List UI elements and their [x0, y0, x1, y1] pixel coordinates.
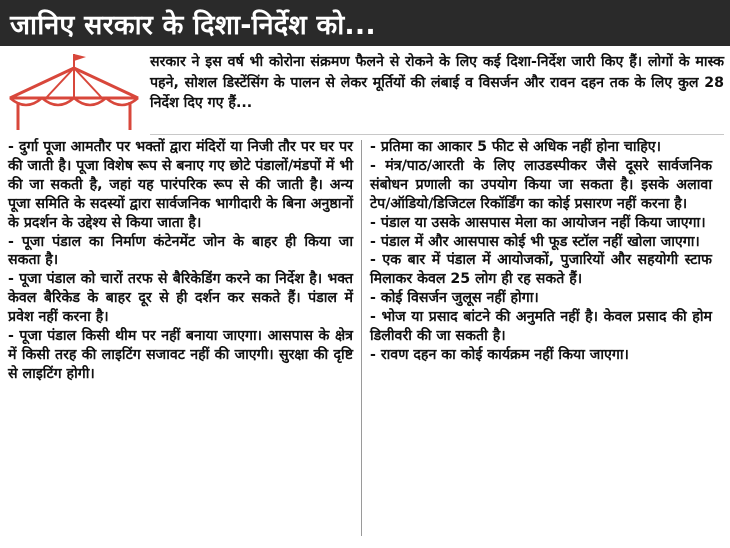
guideline-item: - पंडाल में और आसपास कोई भी फूड स्टॉल नहीं खोला जाएगा।: [370, 233, 700, 250]
headline-bar: [0, 0, 730, 46]
guideline-item: - मंत्र/पाठ/आरती के लिए लाउडस्पीकर जैसे दूसरे सार्वजनिक संबोधन प्रणाली का उपयोग किया जा सकता है। इसके अलावा टेप/ऑडियो/डिजिटल रिकॉर्डिंग का कोई प्रसारण नहीं करना है।: [370, 157, 712, 212]
guideline-item: - प्रतिमा का आकार 5 फीट से अधिक नहीं होना चाहिए।: [370, 139, 662, 155]
headline-title: जानिए सरकार के दिशा-निर्देश को...: [10, 9, 376, 41]
guideline-item: - पूजा पंडाल का निर्माण कंटेनमेंट जोन के बाहर ही किया जा सकता है।: [8, 233, 353, 269]
guideline-item: - पूजा पंडाल किसी थीम पर नहीं बनाया जाएगा। आसपास के क्षेत्र में किसी तरह की लाइटिंग सजावट नहीं की जाएगी। सुरक्षा की दृष्टि से लाइटिंग होगी।: [8, 328, 353, 382]
column-divider: [361, 140, 362, 536]
guideline-item: - दुर्गा पूजा आमतौर पर भक्तों द्वारा मंदिरों या निजी तौर पर घर पर की जाती है। पूजा विशेष रूप से बनाए गए छोटे पंडालों/मंडपों में भी की जा सकती है, जहां यह पारंपरिक रूप से की जाती है। अन्य पूजा समिति के सदस्यों द्वारा सार्वजनिक भागीदारी के बिना अनुष्ठानों के प्रदर्शन के उद्देश्य से किया जाता है।: [8, 139, 353, 231]
left-column: [8, 138, 353, 384]
guideline-item: - रावण दहन का कोई कार्यक्रम नहीं किया जाएगा।: [370, 346, 629, 363]
pandal-tent-icon: [6, 52, 142, 130]
right-column: [370, 138, 712, 365]
intro-divider: [150, 134, 724, 135]
guideline-item: - भोज या प्रसाद बांटने की अनुमति नहीं है। केवल प्रसाद की होम डिलीवरी की जा सकती है।: [370, 309, 712, 345]
guideline-item: - पंडाल या उसके आसपास मेला का आयोजन नहीं किया जाएगा।: [370, 214, 706, 231]
guideline-item: - पूजा पंडाल को चारों तरफ से बैरिकेडिंग करने का निर्देश है। भक्त केवल बैरिकेड के बाहर दूर से ही दर्शन कर सकते हैं। पंडाल में प्रवेश नहीं करना है।: [8, 271, 353, 326]
intro-paragraph: सरकार ने इस वर्ष भी कोरोना संक्रमण फैलने से रोकने के लिए कई दिशा-निर्देश जारी किए हैं। लोगों के मास्क पहने, सोशल डिस्टेंसिंग के पालन से लेकर मूर्तियों की लंबाई व विसर्जन और रावन दहन तक के लिए कुल 28 निर्देश दिए गए हैं...: [150, 54, 724, 111]
guideline-item: - कोई विसर्जन जुलूस नहीं होगा।: [370, 290, 539, 307]
guideline-item: - एक बार में पंडाल में आयोजकों, पुजारियों और सहयोगी स्टाफ मिलाकर केवल 25 लोग ही रह सकते हैं।: [370, 252, 712, 288]
